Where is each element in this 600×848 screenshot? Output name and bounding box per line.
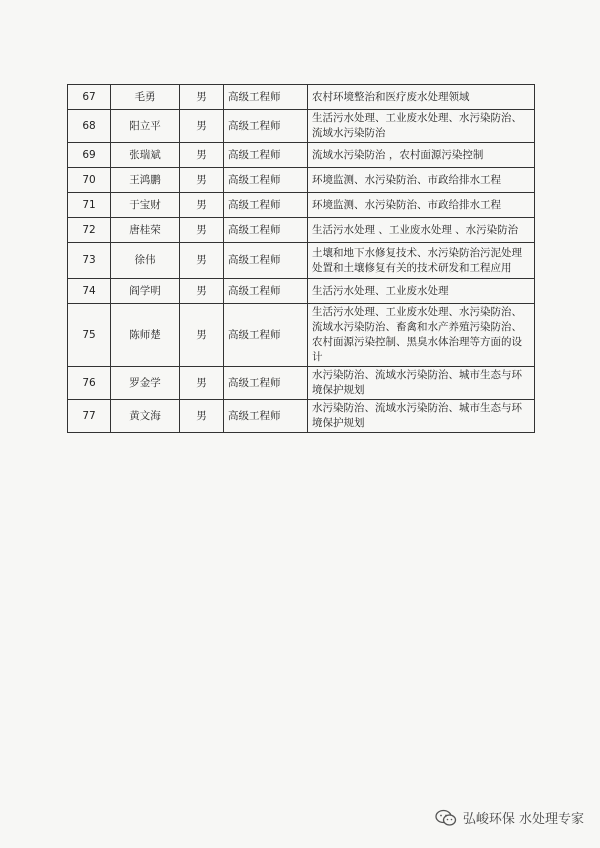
expert-title: 高级工程师 [224, 243, 308, 279]
row-index: 69 [68, 143, 111, 168]
row-index: 67 [68, 85, 111, 110]
expert-title: 高级工程师 [224, 85, 308, 110]
expert-field: 生活污水处理、工业废水处理、水污染防治、流域水污染防治、畜禽和水产养殖污染防治、农村面源污染控制、黑臭水体治理等方面的设计 [308, 304, 535, 367]
row-index: 73 [68, 243, 111, 279]
expert-gender: 男 [180, 400, 224, 433]
expert-field: 土壤和地下水修复技术、水污染防治污泥处理处置和土壤修复有关的技术研发和工程应用 [308, 243, 535, 279]
expert-gender: 男 [180, 168, 224, 193]
expert-title: 高级工程师 [224, 110, 308, 143]
expert-name: 王鸿鹏 [111, 168, 180, 193]
expert-title: 高级工程师 [224, 304, 308, 367]
expert-gender: 男 [180, 243, 224, 279]
expert-name: 阳立平 [111, 110, 180, 143]
expert-field: 水污染防治、流域水污染防治、城市生态与环境保护规划 [308, 400, 535, 433]
wechat-icon [435, 809, 457, 827]
table-row [68, 168, 535, 193]
row-index: 76 [68, 367, 111, 400]
table-row [68, 110, 535, 143]
expert-field: 生活污水处理、工业废水处理 [308, 279, 535, 304]
expert-gender: 男 [180, 279, 224, 304]
expert-gender: 男 [180, 218, 224, 243]
expert-name: 罗金学 [111, 367, 180, 400]
table-row [68, 143, 535, 168]
row-index: 72 [68, 218, 111, 243]
expert-name: 张瑞斌 [111, 143, 180, 168]
row-index: 77 [68, 400, 111, 433]
expert-gender: 男 [180, 367, 224, 400]
expert-field: 农村环境整治和医疗废水处理领域 [308, 85, 535, 110]
expert-gender: 男 [180, 143, 224, 168]
expert-table [67, 84, 535, 433]
row-index: 74 [68, 279, 111, 304]
expert-gender: 男 [180, 85, 224, 110]
row-index: 75 [68, 304, 111, 367]
watermark-text: 弘峻环保 水处理专家 [462, 812, 584, 827]
expert-name: 唐桂荣 [111, 218, 180, 243]
row-index: 71 [68, 193, 111, 218]
expert-title: 高级工程师 [224, 279, 308, 304]
table-row [68, 193, 535, 218]
expert-table-body [68, 85, 535, 433]
expert-field: 环境监测、水污染防治、市政给排水工程 [308, 193, 535, 218]
expert-title: 高级工程师 [224, 400, 308, 433]
expert-field: 水污染防治、流域水污染防治、城市生态与环境保护规划 [308, 367, 535, 400]
table-row [68, 243, 535, 279]
expert-title: 高级工程师 [224, 193, 308, 218]
expert-title: 高级工程师 [224, 168, 308, 193]
expert-gender: 男 [180, 193, 224, 218]
table-row [68, 279, 535, 304]
table-row [68, 400, 535, 433]
expert-name: 毛勇 [111, 85, 180, 110]
expert-field: 流域水污染防治 ，农村面源污染控制 [308, 143, 535, 168]
expert-gender: 男 [180, 304, 224, 367]
expert-name: 阎学明 [111, 279, 180, 304]
table-row [68, 304, 535, 367]
expert-field: 生活污水处理 、工业废水处理 、水污染防治 [308, 218, 535, 243]
table-row [68, 218, 535, 243]
expert-title: 高级工程师 [224, 143, 308, 168]
expert-title: 高级工程师 [224, 367, 308, 400]
expert-gender: 男 [180, 110, 224, 143]
expert-field: 环境监测、水污染防治、市政给排水工程 [308, 168, 535, 193]
watermark [435, 808, 584, 827]
table-row [68, 367, 535, 400]
expert-name: 于宝财 [111, 193, 180, 218]
table-row [68, 85, 535, 110]
row-index: 70 [68, 168, 111, 193]
expert-field: 生活污水处理、工业废水处理、水污染防治、流域水污染防治 [308, 110, 535, 143]
expert-title: 高级工程师 [224, 218, 308, 243]
row-index: 68 [68, 110, 111, 143]
expert-name: 黄文海 [111, 400, 180, 433]
expert-name: 徐伟 [111, 243, 180, 279]
expert-name: 陈师楚 [111, 304, 180, 367]
